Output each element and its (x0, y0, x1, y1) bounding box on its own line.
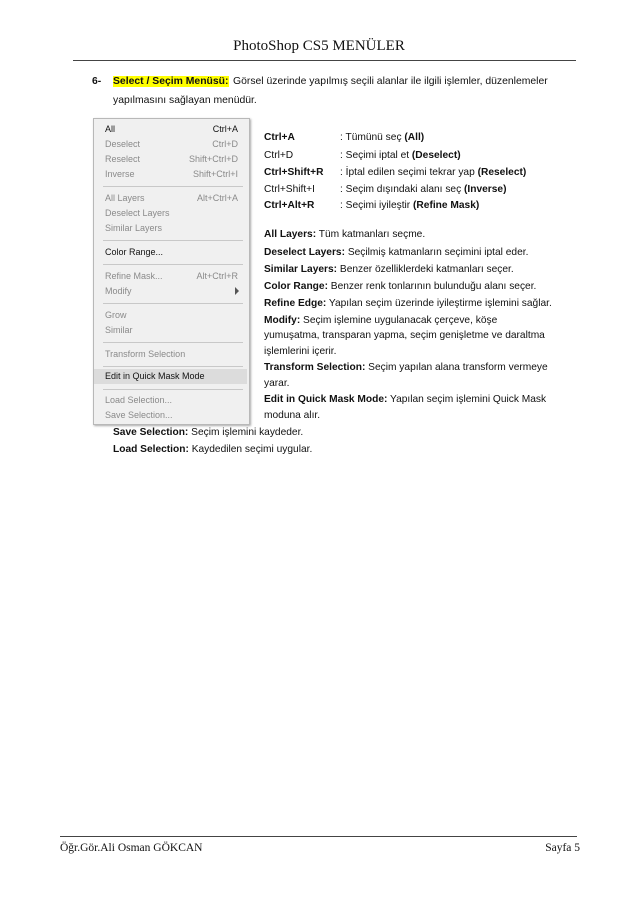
definition-line: Refine Edge: Yapılan seçim üzerinde iyileştirme işlemini sağlar. (264, 298, 552, 309)
shortcut-term: (Reselect) (477, 167, 527, 178)
submenu-arrow-icon (235, 287, 239, 295)
menu-separator (103, 303, 243, 304)
shortcut-key: Ctrl+Shift+R (264, 167, 324, 178)
footer-author: Öğr.Gör.Ali Osman GÖKCAN (60, 842, 203, 854)
header-rule (73, 60, 576, 61)
shortcut-description: : Seçim dışındaki alanı seç (340, 184, 465, 195)
definition-line: Transform Selection: Seçim yapılan alana transform vermeye (264, 362, 548, 373)
footer-page-number: Sayfa 5 (545, 842, 580, 854)
definition-line: Save Selection: Seçim işlemini kaydeder. (113, 427, 304, 438)
shortcut-description: : İptal edilen seçimi tekrar yap (340, 167, 478, 178)
shortcut-description: : Seçimi iyileştir (340, 200, 414, 211)
menu-separator (103, 366, 243, 367)
shortcut-description: : Tümünü seç (340, 132, 405, 143)
section-description-line2: yapılmasını sağlayan menüdür. (113, 95, 257, 106)
shortcut-key: Ctrl+A (264, 132, 295, 143)
menu-item-quick-mask: Edit in Quick Mask Mode (94, 369, 247, 384)
menu-item-similar-layers: Similar Layers (105, 223, 163, 233)
definition-line: All Layers: Tüm katmanları seçme. (264, 229, 426, 240)
shortcut-term: (All) (404, 132, 425, 143)
menu-separator (103, 186, 243, 187)
section-number: 6- (92, 76, 102, 87)
menu-item-all: All Ctrl+A (105, 124, 238, 134)
definition-line: Deselect Layers: Seçilmiş katmanların seçimini iptal eder. (264, 247, 529, 258)
menu-item-deselect: Deselect Ctrl+D (105, 139, 238, 149)
section-description-line1: Görsel üzerinde yapılmış seçili alanlar ile ilgili işlemler, düzenlemeler (233, 76, 548, 87)
menu-separator (103, 389, 243, 390)
menu-item-refine-mask: Refine Mask... Alt+Ctrl+R (105, 271, 238, 281)
menu-separator (103, 342, 243, 343)
definition-line: moduna alır. (264, 410, 321, 421)
page-header-title: PhotoShop CS5 MENÜLER (233, 38, 405, 54)
menu-item-modify: Modify (94, 284, 247, 299)
menu-item-inverse: Inverse Shift+Ctrl+I (105, 169, 238, 179)
menu-item-color-range: Color Range... (105, 247, 164, 257)
shortcut-key: Ctrl+Alt+R (264, 200, 315, 211)
menu-item-all-layers: All Layers Alt+Ctrl+A (105, 193, 238, 203)
definition-line: yumuşatma, transparan yapma, seçim genişletme ve daraltma (264, 330, 545, 341)
shortcut-term: (Deselect) (411, 150, 461, 161)
menu-item-deselect-layers: Deselect Layers (105, 208, 170, 218)
shortcut-term: (Refine Mask) (413, 200, 480, 211)
menu-item-reselect: Reselect Shift+Ctrl+D (105, 154, 238, 164)
shortcut-key: Ctrl+Shift+I (264, 184, 315, 195)
select-menu-screenshot (93, 118, 250, 425)
definition-line: Modify: Seçim işlemine uygulanacak çerçeve, köşe (264, 315, 498, 326)
menu-item-grow: Grow (105, 310, 127, 320)
menu-item-transform-selection: Transform Selection (105, 349, 186, 359)
footer-rule (60, 836, 577, 837)
definition-line: Similar Layers: Benzer özelliklerdeki katmanları seçer. (264, 264, 514, 275)
definition-line: işlemlerini içerir. (264, 346, 337, 357)
shortcut-term: (Inverse) (464, 184, 507, 195)
menu-separator (103, 240, 243, 241)
menu-separator (103, 264, 243, 265)
definition-line: yarar. (264, 378, 290, 389)
menu-item-load-selection: Load Selection... (105, 395, 173, 405)
shortcut-description: : Seçimi iptal et (340, 150, 412, 161)
definition-line: Edit in Quick Mask Mode: Yapılan seçim işlemini Quick Mask (264, 394, 547, 405)
definition-line: Load Selection: Kaydedilen seçimi uygular. (113, 444, 313, 455)
menu-item-save-selection: Save Selection... (105, 410, 173, 420)
section-title: Select / Seçim Menüsü: (113, 76, 229, 87)
shortcut-key: Ctrl+D (264, 150, 294, 161)
menu-item-similar: Similar (105, 325, 133, 335)
definition-line: Color Range: Benzer renk tonlarının bulunduğu alanı seçer. (264, 281, 537, 292)
